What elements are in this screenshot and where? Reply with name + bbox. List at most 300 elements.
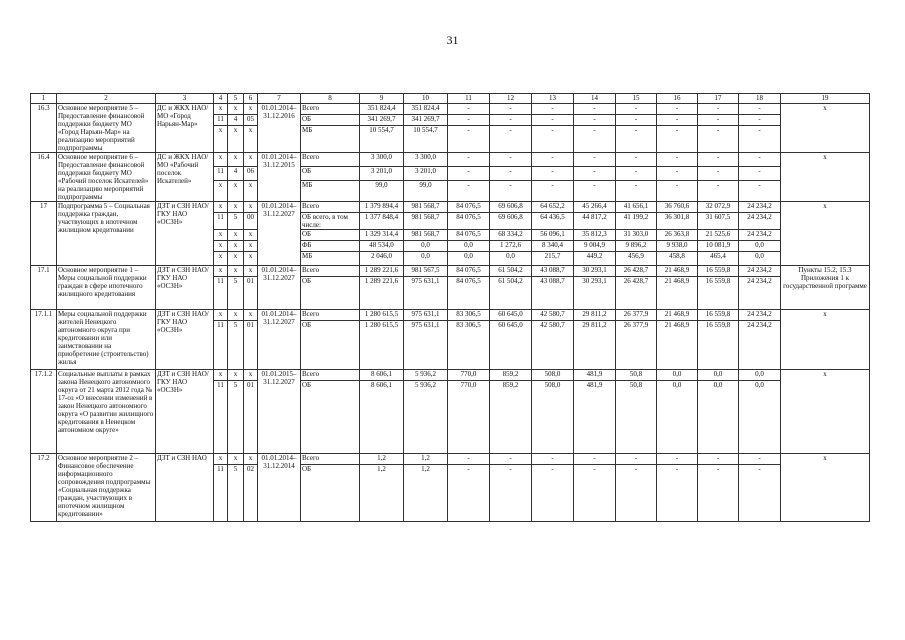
value-cell: - bbox=[490, 153, 532, 167]
header-col-16: 16 bbox=[657, 94, 698, 104]
funding-source: Всего bbox=[301, 153, 360, 167]
value-cell: - bbox=[698, 104, 739, 115]
value-cell: 21 468,9 bbox=[657, 277, 698, 310]
value-cell: - bbox=[574, 153, 616, 167]
value-cell: 1 379 894,4 bbox=[360, 202, 404, 213]
code-cell: х bbox=[228, 310, 244, 321]
value-cell: 9 938,0 bbox=[657, 241, 698, 252]
value-cell: 3 201,0 bbox=[404, 167, 448, 181]
value-cell: 16 559,8 bbox=[698, 266, 739, 277]
code-cell: х bbox=[214, 266, 228, 277]
value-cell: 44 817,2 bbox=[574, 213, 616, 230]
table-row bbox=[31, 104, 870, 115]
value-cell: 35 812,3 bbox=[574, 230, 616, 241]
value-cell: - bbox=[532, 153, 574, 167]
code-cell: х bbox=[244, 241, 258, 252]
value-cell: 24 234,2 bbox=[739, 213, 781, 230]
code-cell: х bbox=[214, 181, 228, 202]
header-col-19: 19 bbox=[781, 94, 870, 104]
value-cell: 770,0 bbox=[448, 370, 490, 381]
code-cell: х bbox=[244, 181, 258, 202]
table-row bbox=[31, 202, 870, 213]
header-col-18: 18 bbox=[739, 94, 781, 104]
code-cell: 11 bbox=[214, 213, 228, 230]
value-cell: 43 088,7 bbox=[532, 277, 574, 310]
value-cell: 981 568,7 bbox=[404, 213, 448, 230]
funding-source: ОБ bbox=[301, 465, 360, 522]
code-cell: х bbox=[244, 252, 258, 266]
value-cell: 24 234,2 bbox=[739, 277, 781, 310]
code-cell: х bbox=[228, 153, 244, 167]
value-cell: - bbox=[448, 465, 490, 522]
code-cell: 01 bbox=[244, 321, 258, 370]
code-cell: 11 bbox=[214, 321, 228, 370]
period: 01.01.2014– 31.12.2027 bbox=[258, 310, 301, 370]
code-cell: 5 bbox=[228, 277, 244, 310]
code-cell: 11 bbox=[214, 381, 228, 454]
measure-name: Основное мероприятие 1 – Меры социальной поддержки граждан в сфере ипотечного жилищного кредитования bbox=[57, 266, 156, 310]
value-cell: - bbox=[698, 115, 739, 126]
code-cell: 5 bbox=[228, 465, 244, 522]
measure-name: Основное мероприятие 2 – Финансовое обеспечение информационного сопровождения подпрограммы «Социальная поддержка граждан, участвующих в ипотечном жилищном кредитовании» bbox=[57, 454, 156, 522]
value-cell: 859,2 bbox=[490, 381, 532, 454]
value-cell: - bbox=[657, 181, 698, 202]
value-cell: 16 559,8 bbox=[698, 310, 739, 321]
header-col-1: 1 bbox=[31, 94, 57, 104]
period: 01.01.2014– 31.12.2027 bbox=[258, 266, 301, 310]
value-cell: 32 072,9 bbox=[698, 202, 739, 213]
value-cell: 0,0 bbox=[739, 252, 781, 266]
value-cell: - bbox=[657, 465, 698, 522]
executor: ДС и ЖКХ НАО/ МО «Город Нарьян-Мар» bbox=[156, 104, 214, 153]
note: х bbox=[781, 310, 870, 370]
value-cell: - bbox=[657, 104, 698, 115]
value-cell: 68 334,2 bbox=[490, 230, 532, 241]
row-number: 16.3 bbox=[31, 104, 57, 153]
measure-name: Основное мероприятие 5 – Предоставление финансовой поддержки бюджету МО «Город Нарьян-Мар» на реализацию мероприятий подпрограммы bbox=[57, 104, 156, 153]
value-cell: 1,2 bbox=[360, 454, 404, 465]
value-cell: 24 234,2 bbox=[739, 310, 781, 321]
value-cell: 69 606,8 bbox=[490, 213, 532, 230]
value-cell: - bbox=[532, 465, 574, 522]
value-cell: 0,0 bbox=[448, 252, 490, 266]
value-cell: 10 554,7 bbox=[360, 126, 404, 153]
value-cell: 24 234,2 bbox=[739, 266, 781, 277]
value-cell: 36 760,6 bbox=[657, 202, 698, 213]
value-cell: 481,9 bbox=[574, 370, 616, 381]
code-cell: х bbox=[228, 230, 244, 241]
period: 01.01.2014– 31.12.2014 bbox=[258, 454, 301, 522]
value-cell: 1 272,6 bbox=[490, 241, 532, 252]
value-cell: 3 201,0 bbox=[360, 167, 404, 181]
value-cell: 83 306,5 bbox=[448, 310, 490, 321]
table-row bbox=[31, 370, 870, 381]
code-cell: 4 bbox=[228, 167, 244, 181]
value-cell: 26 428,7 bbox=[616, 266, 657, 277]
table-row bbox=[31, 153, 870, 167]
funding-source: МБ bbox=[301, 181, 360, 202]
code-cell: 5 bbox=[228, 381, 244, 454]
value-cell: 975 631,1 bbox=[404, 310, 448, 321]
measure-name: Социальные выплаты в рамках закона Ненецкого автономного округа от 21 марта 2012 года № 17-оз «О внесении изменений в закон Ненецкого автономного округа «О развитии жилищного кредитования в Ненецком автономном округе» bbox=[57, 370, 156, 454]
value-cell: - bbox=[574, 454, 616, 465]
funding-source: ОБ bbox=[301, 321, 360, 370]
code-cell: х bbox=[244, 454, 258, 465]
code-cell: х bbox=[244, 104, 258, 115]
note: х bbox=[781, 153, 870, 202]
value-cell: 16 559,8 bbox=[698, 321, 739, 370]
funding-source: Всего bbox=[301, 202, 360, 213]
code-cell: 5 bbox=[228, 213, 244, 230]
code-cell: х bbox=[228, 104, 244, 115]
value-cell: - bbox=[657, 454, 698, 465]
value-cell: 981 568,7 bbox=[404, 230, 448, 241]
note: Пункты 15.2, 15.3 Приложения 1 к государственной программе bbox=[781, 266, 870, 310]
value-cell: - bbox=[698, 153, 739, 167]
code-cell: х bbox=[214, 370, 228, 381]
value-cell: 0,0 bbox=[448, 241, 490, 252]
value-cell: 29 811,2 bbox=[574, 310, 616, 321]
value-cell: 1,2 bbox=[360, 465, 404, 522]
value-cell: 0,0 bbox=[739, 370, 781, 381]
funding-source: Всего bbox=[301, 266, 360, 277]
value-cell: - bbox=[490, 181, 532, 202]
value-cell: 508,0 bbox=[532, 381, 574, 454]
value-cell: - bbox=[532, 454, 574, 465]
value-cell: 351 824,4 bbox=[360, 104, 404, 115]
code-cell: 11 bbox=[214, 167, 228, 181]
value-cell: 31 303,0 bbox=[616, 230, 657, 241]
value-cell: 64 652,2 bbox=[532, 202, 574, 213]
note: х bbox=[781, 202, 870, 266]
header-col-15: 15 bbox=[616, 94, 657, 104]
executor: ДЗТ и СЗН НАО/ ГКУ НАО «ОСЗН» bbox=[156, 266, 214, 310]
value-cell: 351 824,4 bbox=[404, 104, 448, 115]
value-cell: - bbox=[616, 153, 657, 167]
value-cell: 0,0 bbox=[657, 381, 698, 454]
funding-source: Всего bbox=[301, 310, 360, 321]
value-cell: 859,2 bbox=[490, 370, 532, 381]
code-cell: х bbox=[228, 241, 244, 252]
value-cell: 26 363,8 bbox=[657, 230, 698, 241]
value-cell: - bbox=[574, 181, 616, 202]
value-cell: 3 300,0 bbox=[360, 153, 404, 167]
value-cell: - bbox=[698, 167, 739, 181]
value-cell: - bbox=[739, 126, 781, 153]
value-cell: 29 811,2 bbox=[574, 321, 616, 370]
value-cell: - bbox=[448, 104, 490, 115]
code-cell: х bbox=[244, 266, 258, 277]
row-number: 17.1 bbox=[31, 266, 57, 310]
value-cell: 3 300,0 bbox=[404, 153, 448, 167]
value-cell: - bbox=[532, 115, 574, 126]
code-cell: х bbox=[228, 252, 244, 266]
value-cell: - bbox=[739, 115, 781, 126]
funding-source: ОБ bbox=[301, 381, 360, 454]
value-cell: 30 293,1 bbox=[574, 277, 616, 310]
code-cell: х bbox=[244, 230, 258, 241]
value-cell: - bbox=[739, 104, 781, 115]
period: 01.01.2014– 31.12.2015 bbox=[258, 153, 301, 202]
value-cell: - bbox=[532, 181, 574, 202]
value-cell: 508,0 bbox=[532, 370, 574, 381]
code-cell: х bbox=[228, 266, 244, 277]
value-cell: 8 606,1 bbox=[360, 370, 404, 381]
value-cell: 24 234,2 bbox=[739, 230, 781, 241]
code-cell: 11 bbox=[214, 277, 228, 310]
value-cell: - bbox=[657, 126, 698, 153]
value-cell: 9 004,9 bbox=[574, 241, 616, 252]
value-cell: - bbox=[490, 104, 532, 115]
value-cell: - bbox=[616, 465, 657, 522]
executor: ДЗТ и СЗН НАО bbox=[156, 454, 214, 522]
header-col-11: 11 bbox=[448, 94, 490, 104]
value-cell: 458,8 bbox=[657, 252, 698, 266]
value-cell: - bbox=[448, 115, 490, 126]
table-body bbox=[31, 104, 870, 522]
funding-source: ОБ bbox=[301, 277, 360, 310]
code-cell: 01 bbox=[244, 381, 258, 454]
funding-source: ФБ bbox=[301, 241, 360, 252]
code-cell: х bbox=[214, 104, 228, 115]
header-col-13: 13 bbox=[532, 94, 574, 104]
value-cell: 1,2 bbox=[404, 465, 448, 522]
value-cell: - bbox=[616, 181, 657, 202]
value-cell: 981 567,5 bbox=[404, 266, 448, 277]
measure-name: Меры социальной поддержки жителей Ненецкого автономного округа при кредитовании или заимствовании на приобретение (строительство) жилья bbox=[57, 310, 156, 370]
executor: ДЗТ и СЗН НАО/ ГКУ НАО «ОСЗН» bbox=[156, 370, 214, 454]
value-cell: - bbox=[657, 115, 698, 126]
code-cell: х bbox=[244, 310, 258, 321]
value-cell: 0,0 bbox=[739, 241, 781, 252]
value-cell: - bbox=[698, 465, 739, 522]
code-cell: х bbox=[244, 370, 258, 381]
value-cell: - bbox=[616, 104, 657, 115]
value-cell: 0,0 bbox=[657, 370, 698, 381]
code-cell: 5 bbox=[228, 321, 244, 370]
value-cell: 5 936,2 bbox=[404, 381, 448, 454]
value-cell: 21 468,9 bbox=[657, 310, 698, 321]
value-cell: 21 468,9 bbox=[657, 321, 698, 370]
value-cell: 770,0 bbox=[448, 381, 490, 454]
executor: ДЗТ и СЗН НАО/ ГКУ НАО «ОСЗН» bbox=[156, 310, 214, 370]
value-cell: 215,7 bbox=[532, 252, 574, 266]
code-cell: х bbox=[244, 126, 258, 153]
period: 01.01.2014– 31.12.2016 bbox=[258, 104, 301, 153]
code-cell: х bbox=[228, 370, 244, 381]
value-cell: 341 269,7 bbox=[404, 115, 448, 126]
code-cell: х bbox=[244, 202, 258, 213]
header-col-6: 6 bbox=[244, 94, 258, 104]
value-cell: 1 377 848,4 bbox=[360, 213, 404, 230]
value-cell: - bbox=[490, 454, 532, 465]
value-cell: 21 468,9 bbox=[657, 266, 698, 277]
code-cell: 00 bbox=[244, 213, 258, 230]
value-cell: 60 645,0 bbox=[490, 310, 532, 321]
value-cell: 10 554,7 bbox=[404, 126, 448, 153]
value-cell: 45 266,4 bbox=[574, 202, 616, 213]
code-cell: 11 bbox=[214, 465, 228, 522]
value-cell: - bbox=[616, 167, 657, 181]
funding-source: ОБ bbox=[301, 115, 360, 126]
value-cell: - bbox=[616, 454, 657, 465]
value-cell: - bbox=[574, 126, 616, 153]
header-col-2: 2 bbox=[57, 94, 156, 104]
value-cell: - bbox=[739, 465, 781, 522]
value-cell: - bbox=[657, 167, 698, 181]
header-col-12: 12 bbox=[490, 94, 532, 104]
value-cell: 30 293,1 bbox=[574, 266, 616, 277]
header-col-17: 17 bbox=[698, 94, 739, 104]
code-cell: х bbox=[214, 252, 228, 266]
value-cell: 99,0 bbox=[360, 181, 404, 202]
value-cell: 1 280 615,5 bbox=[360, 310, 404, 321]
value-cell: 0,0 bbox=[698, 381, 739, 454]
note: х bbox=[781, 454, 870, 522]
value-cell: - bbox=[698, 454, 739, 465]
funding-source: ОБ bbox=[301, 230, 360, 241]
code-cell: х bbox=[228, 126, 244, 153]
value-cell: - bbox=[448, 167, 490, 181]
value-cell: 99,0 bbox=[404, 181, 448, 202]
value-cell: 9 896,2 bbox=[616, 241, 657, 252]
code-cell: 02 bbox=[244, 465, 258, 522]
code-cell: х bbox=[228, 202, 244, 213]
value-cell: - bbox=[616, 126, 657, 153]
code-cell: 06 bbox=[244, 167, 258, 181]
header-col-3: 3 bbox=[156, 94, 214, 104]
budget-table bbox=[30, 93, 870, 522]
value-cell: 0,0 bbox=[404, 241, 448, 252]
row-number: 17.2 bbox=[31, 454, 57, 522]
value-cell: - bbox=[739, 167, 781, 181]
code-cell: х bbox=[214, 153, 228, 167]
header-col-5: 5 bbox=[228, 94, 244, 104]
header-col-14: 14 bbox=[574, 94, 616, 104]
funding-source: МБ bbox=[301, 252, 360, 266]
value-cell: 84 076,5 bbox=[448, 230, 490, 241]
funding-source: ОБ всего, в том числе: bbox=[301, 213, 360, 230]
value-cell: 69 606,8 bbox=[490, 202, 532, 213]
value-cell: - bbox=[739, 454, 781, 465]
value-cell: 60 645,0 bbox=[490, 321, 532, 370]
value-cell: 64 436,5 bbox=[532, 213, 574, 230]
value-cell: 0,0 bbox=[698, 370, 739, 381]
value-cell: 26 377,9 bbox=[616, 310, 657, 321]
value-cell: - bbox=[739, 153, 781, 167]
value-cell: 1 289 221,6 bbox=[360, 266, 404, 277]
value-cell: - bbox=[448, 454, 490, 465]
code-cell: х bbox=[214, 230, 228, 241]
row-number: 16.4 bbox=[31, 153, 57, 202]
value-cell: 975 631,1 bbox=[404, 321, 448, 370]
note: х bbox=[781, 370, 870, 454]
table-row bbox=[31, 454, 870, 465]
period: 01.01.2015– 31.12.2027 bbox=[258, 370, 301, 454]
row-number: 17.1.2 bbox=[31, 370, 57, 454]
value-cell: - bbox=[532, 167, 574, 181]
code-cell: х bbox=[214, 126, 228, 153]
value-cell: 26 428,7 bbox=[616, 277, 657, 310]
value-cell: 5 936,2 bbox=[404, 370, 448, 381]
value-cell: 50,8 bbox=[616, 370, 657, 381]
value-cell: 24 234,2 bbox=[739, 321, 781, 370]
value-cell: 42 580,7 bbox=[532, 310, 574, 321]
executor: ДЗТ и СЗН НАО/ ГКУ НАО «ОСЗН» bbox=[156, 202, 214, 266]
value-cell: 975 631,1 bbox=[404, 277, 448, 310]
value-cell: 36 301,8 bbox=[657, 213, 698, 230]
value-cell: - bbox=[448, 181, 490, 202]
value-cell: - bbox=[490, 115, 532, 126]
value-cell: 10 081,9 bbox=[698, 241, 739, 252]
value-cell: - bbox=[698, 126, 739, 153]
code-cell: х bbox=[214, 202, 228, 213]
value-cell: 26 377,9 bbox=[616, 321, 657, 370]
value-cell: 0,0 bbox=[739, 381, 781, 454]
code-cell: 05 bbox=[244, 115, 258, 126]
value-cell: - bbox=[574, 167, 616, 181]
value-cell: - bbox=[574, 465, 616, 522]
value-cell: 1 289 221,6 bbox=[360, 277, 404, 310]
value-cell: 24 234,2 bbox=[739, 202, 781, 213]
value-cell: 61 504,2 bbox=[490, 277, 532, 310]
value-cell: 481,9 bbox=[574, 381, 616, 454]
page-number: 31 bbox=[446, 33, 459, 47]
code-cell: 4 bbox=[228, 115, 244, 126]
code-cell: х bbox=[244, 153, 258, 167]
value-cell: 0,0 bbox=[404, 252, 448, 266]
value-cell: 84 076,5 bbox=[448, 202, 490, 213]
code-cell: 11 bbox=[214, 115, 228, 126]
header-col-7: 7 bbox=[258, 94, 301, 104]
value-cell: 449,2 bbox=[574, 252, 616, 266]
value-cell: 56 096,1 bbox=[532, 230, 574, 241]
value-cell: - bbox=[574, 115, 616, 126]
value-cell: 1 280 615,5 bbox=[360, 321, 404, 370]
value-cell: 84 076,5 bbox=[448, 266, 490, 277]
table-row bbox=[31, 266, 870, 277]
value-cell: - bbox=[574, 104, 616, 115]
value-cell: 21 525,6 bbox=[698, 230, 739, 241]
value-cell: 41 199,2 bbox=[616, 213, 657, 230]
value-cell: 8 340,4 bbox=[532, 241, 574, 252]
funding-source: Всего bbox=[301, 104, 360, 115]
row-number: 17 bbox=[31, 202, 57, 266]
value-cell: - bbox=[698, 181, 739, 202]
value-cell: 8 606,1 bbox=[360, 381, 404, 454]
value-cell: - bbox=[490, 126, 532, 153]
measure-name: Подпрограмма 5 – Социальная поддержка граждан, участвующих в ипотечном жилищном кредитовании bbox=[57, 202, 156, 266]
value-cell: 83 306,5 bbox=[448, 321, 490, 370]
value-cell: 16 559,8 bbox=[698, 277, 739, 310]
value-cell: - bbox=[490, 465, 532, 522]
value-cell: 50,8 bbox=[616, 381, 657, 454]
code-cell: х bbox=[228, 454, 244, 465]
code-cell: х bbox=[214, 310, 228, 321]
value-cell: 1,2 bbox=[404, 454, 448, 465]
value-cell: - bbox=[448, 153, 490, 167]
note: х bbox=[781, 104, 870, 153]
value-cell: 981 568,7 bbox=[404, 202, 448, 213]
header-col-8: 8 bbox=[301, 94, 360, 104]
funding-source: Всего bbox=[301, 454, 360, 465]
value-cell: 41 656,1 bbox=[616, 202, 657, 213]
period: 01.01.2014– 31.12.2027 bbox=[258, 202, 301, 266]
code-cell: х bbox=[214, 241, 228, 252]
measure-name: Основное мероприятие 6 – Предоставление финансовой поддержки бюджету МО «Рабочий поселок Искателей» на реализацию мероприятий подпрограммы bbox=[57, 153, 156, 202]
value-cell: 43 088,7 bbox=[532, 266, 574, 277]
value-cell: 48 534,0 bbox=[360, 241, 404, 252]
